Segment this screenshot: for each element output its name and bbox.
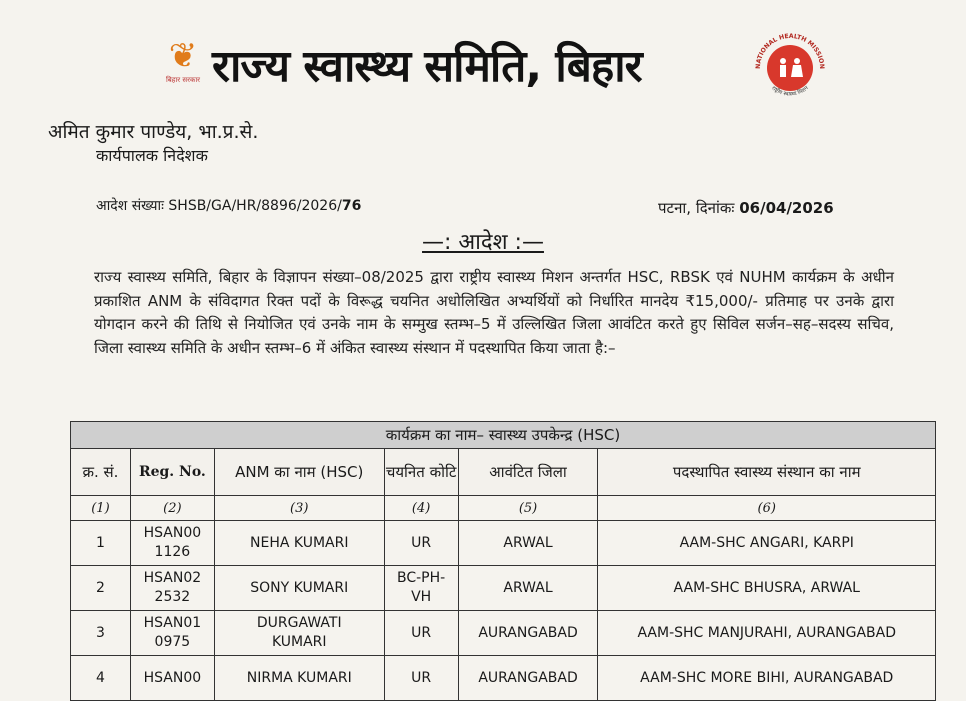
- header-district: आवंटित जिला: [458, 449, 598, 496]
- emblem-icon: ❦: [168, 36, 198, 76]
- order-number: [96, 196, 361, 215]
- order-number-label: आदेश संख्याः: [96, 198, 164, 214]
- bihar-emblem-logo: [160, 36, 206, 94]
- cell-district: ARWAL: [458, 566, 598, 611]
- org-name: राज्य स्वास्थ्य समिति, बिहार: [212, 41, 642, 92]
- cell-sno: 2: [71, 566, 131, 611]
- column-number: (5): [458, 496, 598, 521]
- cell-category: UR: [384, 656, 458, 701]
- column-number: (3): [214, 496, 384, 521]
- column-number: (4): [384, 496, 458, 521]
- cell-institution: AAM-SHC BHUSRA, ARWAL: [598, 566, 936, 611]
- order-heading: [0, 226, 966, 256]
- cell-category: BC-PH- VH: [384, 566, 458, 611]
- header-reg-no: Reg. No.: [130, 449, 214, 496]
- table-row: [71, 611, 936, 656]
- cell-sno: 4: [71, 656, 131, 701]
- table-header-row: [71, 449, 936, 496]
- table-row: [71, 656, 936, 701]
- program-title-row: [71, 422, 936, 449]
- nhm-logo-text: NATIONAL HEALTH MISSION: [754, 32, 826, 70]
- nhm-logo-subtext: राष्ट्रीय स्वास्थ्य मिशन: [770, 85, 810, 98]
- cell-institution: AAM-SHC MANJURAHI, AURANGABAD: [598, 611, 936, 656]
- order-number-value: SHSB/GA/HR/8896/2026/: [168, 198, 342, 214]
- emblem-caption: बिहार सरकार: [165, 76, 201, 84]
- cell-sno: 3: [71, 611, 131, 656]
- header-institution: पदस्थापित स्वास्थ्य संस्थान का नाम: [598, 449, 936, 496]
- cell-category: UR: [384, 611, 458, 656]
- cell-sno: 1: [71, 521, 131, 566]
- cell-reg-no: HSAN02 2532: [130, 566, 214, 611]
- column-number-row: [71, 496, 936, 521]
- place-date-label: पटना, दिनांकः: [658, 199, 735, 217]
- table-row: [71, 566, 936, 611]
- officer-title: कार्यपालक निदेशक: [96, 146, 208, 165]
- header-anm-name: ANM का नाम (HSC): [214, 449, 384, 496]
- date-value: 06/04/2026: [739, 199, 834, 217]
- cell-district: ARWAL: [458, 521, 598, 566]
- cell-institution: AAM-SHC ANGARI, KARPI: [598, 521, 936, 566]
- program-title: कार्यक्रम का नाम– स्वास्थ्य उपकेन्द्र (HSC): [71, 422, 936, 449]
- cell-category: UR: [384, 521, 458, 566]
- order-date: [658, 198, 834, 218]
- cell-anm-name: DURGAWATI KUMARI: [214, 611, 384, 656]
- cell-institution: AAM-SHC MORE BIHI, AURANGABAD: [598, 656, 936, 701]
- column-number: (1): [71, 496, 131, 521]
- letterhead: [0, 28, 966, 106]
- cell-anm-name: NIRMA KUMARI: [214, 656, 384, 701]
- officer-name: अमित कुमार पाण्डेय, भा.प्र.से.: [48, 121, 259, 143]
- table-row: [71, 521, 936, 566]
- column-number: (6): [598, 496, 936, 521]
- nhm-logo: [752, 30, 828, 106]
- order-number-suffix: 76: [341, 198, 362, 214]
- cell-district: AURANGABAD: [458, 656, 598, 701]
- column-number: (2): [130, 496, 214, 521]
- cell-reg-no: HSAN00 1126: [130, 521, 214, 566]
- order-body-text: राज्य स्वास्थ्य समिति, बिहार के विज्ञापन संख्या–08/2025 द्वारा राष्ट्रीय स्वास्थ्य मिशन अन्तर्गत HSC, RBSK एवं NUHM कार्यक्रम के अधीन प्रकाशित ANM के संविदागत रिक्त पदों के विरूद्ध चयनित अधोलिखित अभ्यर्थियों को निर्धारित मानदेय ₹15,000/- प्रतिमाह पर उनके द्वारा योगदान करने की तिथि से नियोजित एवं उनके नाम के सम्मुख स्तम्भ–5 में उल्लिखित जिला आवंटित करते हुए सिविल सर्जन–सह–सदस्य सचिव, जिला स्वास्थ्य समिति के अधीन स्तम्भ–6 में अंकित स्वास्थ्य संस्थान में पदस्थापित किया जाता है:–: [94, 268, 894, 357]
- posting-table: [70, 421, 936, 701]
- cell-anm-name: SONY KUMARI: [214, 566, 384, 611]
- order-heading-text: —: आदेश :—: [422, 230, 544, 255]
- cell-district: AURANGABAD: [458, 611, 598, 656]
- header-sno: क्र. सं.: [71, 449, 131, 496]
- cell-reg-no: HSAN01 0975: [130, 611, 214, 656]
- header-category: चयनित कोटि: [384, 449, 458, 496]
- nhm-logo-graphic: [752, 30, 828, 106]
- cell-anm-name: NEHA KUMARI: [214, 521, 384, 566]
- cell-reg-no: HSAN00: [130, 656, 214, 701]
